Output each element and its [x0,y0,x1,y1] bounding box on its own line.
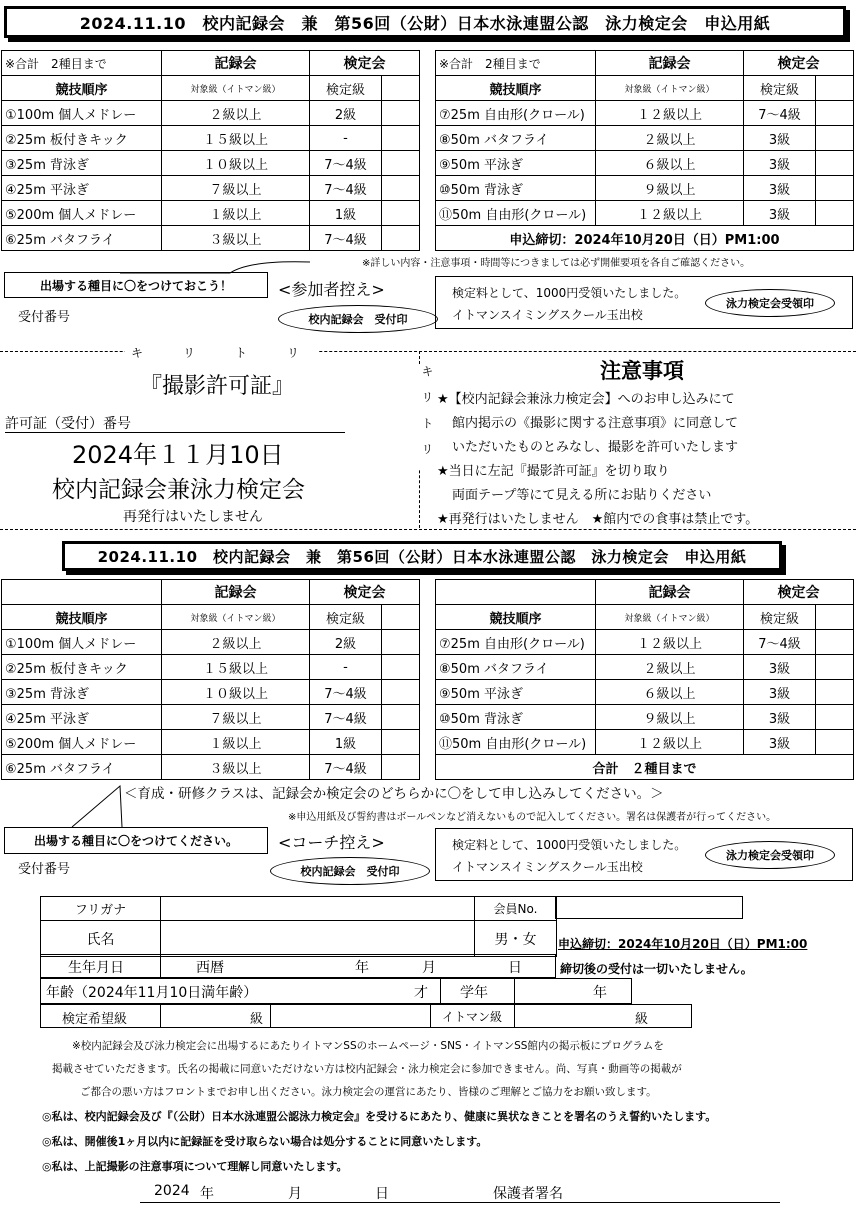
stamp-text: 校内記録会 受付印 [308,313,408,326]
event-cell: ⑦25m 自由形(クロール) [436,630,596,655]
order-header: 競技順序 [2,76,162,101]
check-cell[interactable] [382,655,420,680]
receipt-stamp [278,305,438,333]
event-cell: ①100m 個人メドレー [2,630,162,655]
notice-line: 両面テープ等にて見える所にお貼りください [452,488,712,503]
kirokukai-header: 記録会 [162,580,310,605]
itoman-grade-unit: 級 [635,1012,649,1027]
fee-line2: イトマンスイミングスクール玉出校 [452,860,643,874]
permit-event: 校内記録会兼泳力検定会 [52,477,305,503]
grade-header: 検定級 [310,605,382,630]
sign-year: 2024 [154,1183,190,1199]
level-cell: ２級以上 [162,630,310,655]
notice-line: 館内掲示の《撮影に関する注意事項》に同意して [452,416,739,431]
event-cell: ⑨50m 平泳ぎ [436,151,596,176]
grade-cell: 3級 [744,201,816,226]
grade-cell: 3級 [744,730,816,755]
check-cell[interactable] [382,101,420,126]
grade-cell: 3級 [744,126,816,151]
vow-line: ◎私は、校内記録会及び『（公財）日本水泳連盟公認泳力検定会』を受けるにあたり、健康に異状なきことを署名のうえ誓約いたします。 [42,1110,717,1123]
grade-cell: 7～4級 [310,680,382,705]
check-cell[interactable] [382,730,420,755]
permit-number-label: 許可証（受付）番号 [5,416,131,432]
kenteikai-header: 検定会 [310,580,420,605]
registration-form [40,896,557,957]
event-cell: ③25m 背泳ぎ [2,680,162,705]
desired-grade-label: 検定希望級 [62,1012,128,1027]
cut-label-vertical: キリトリ [420,365,434,469]
level-cell: １５級以上 [162,655,310,680]
check-cell[interactable] [382,755,420,780]
grade-cell: 3級 [744,680,816,705]
permit-underline [5,432,345,433]
check-cell[interactable] [816,151,854,176]
furigana-field[interactable] [161,897,475,921]
event-table-left [1,50,420,251]
grade-cell: 3級 [744,705,816,730]
grade-cell: 7～4級 [744,630,816,655]
grade-cell: 3級 [744,655,816,680]
event-cell: ②25m 板付きキック [2,655,162,680]
event-cell: ②25m 板付きキック [2,126,162,151]
fee-stamp-text: 泳力検定会受領印 [726,849,814,862]
bubble-text: 出場する種目に〇をつけてください。 [33,834,238,848]
no-reissue-note: 再発行はいたしません [123,509,263,525]
sign-year-unit: 年 [200,1186,214,1202]
sign-day-unit: 日 [375,1186,389,1202]
level-cell: ７級以上 [162,705,310,730]
receipt-stamp [270,857,430,885]
grade-header: 検定級 [744,76,816,101]
permit-date: 2024年１１月10日 [72,441,284,469]
kirokukai-header: 記録会 [162,51,310,76]
member-no-label: 会員No. [475,897,557,921]
target-header: 対象級（イトマン級） [596,76,744,101]
event-table-right-copy [435,579,854,780]
deadline-cell: 申込締切：2024年10月20日（日）PM1:00 [436,226,854,251]
event-cell: ⑩50m 背泳ぎ [436,176,596,201]
check-cell[interactable] [816,126,854,151]
check-cell[interactable] [382,226,420,251]
event-cell: ⑨50m 平泳ぎ [436,680,596,705]
grade-cell: - [310,126,382,151]
grade-cell: 3級 [744,151,816,176]
coach-copy-label: <コーチ控え> [278,833,385,852]
order-header: 競技順序 [436,605,596,630]
level-cell: １５級以上 [162,126,310,151]
grade-header: 検定級 [310,76,382,101]
event-cell: ⑤200m 個人メドレー [2,201,162,226]
level-cell: ６級以上 [596,680,744,705]
vow-line: ◎私は、開催後1ヶ月以内に記録証を受け取らない場合は処分することに同意いたします。 [42,1135,488,1148]
kirokukai-header: 記録会 [596,51,744,76]
check-cell[interactable] [382,680,420,705]
fee-stamp [705,841,835,869]
grade-cell: 7～4級 [310,705,382,730]
seireki-label: 西暦 [196,960,224,976]
entry-bubble [4,272,268,298]
stamp-text: 校内記録会 受付印 [300,865,400,878]
entry-bubble-copy [4,827,268,854]
notice-line: ★【校内記録会兼泳力検定会】へのお申し込みにて [437,392,735,407]
level-cell: ７級以上 [162,176,310,201]
total-cell: 合計 ２種目まで [436,755,854,780]
level-cell: ２級以上 [596,655,744,680]
footer-paragraph: 掲載させていただきます。氏名の掲載に同意いただけない方は校内記録会・泳力検定会に参加できません。尚、写真・動画等の掲載が [52,1063,682,1075]
level-cell: １級以上 [162,730,310,755]
check-cell[interactable] [816,680,854,705]
notice-line: いただいたものとみなし、撮影を許可いたします [452,440,739,455]
grade-cell: 1級 [310,201,382,226]
fee-stamp [705,289,835,317]
level-cell: ６級以上 [596,151,744,176]
footer-paragraph: ※校内記録会及び泳力検定会に出場するにあたりイトマンSSのホームページ・SNS・イトマンSS館内の掲示板にプログラムを [72,1040,664,1052]
form-title-copy: 2024.11.10 校内記録会 兼 第56回（公財）日本水泳連盟公認 泳力検定会 申込用紙 [62,541,782,571]
check-cell[interactable] [816,655,854,680]
fee-stamp-text: 泳力検定会受領印 [726,297,814,310]
level-cell: １２級以上 [596,730,744,755]
birth-month-unit: 月 [422,960,436,976]
event-cell: ⑥25m バタフライ [2,755,162,780]
event-table-left-copy [1,579,420,780]
furigana-label: フリガナ [41,897,161,921]
name-field[interactable] [161,921,475,957]
target-header: 対象級（イトマン級） [162,605,310,630]
level-cell: １２級以上 [596,101,744,126]
event-cell: ⑧50m バタフライ [436,126,596,151]
notice-line: ★当日に左記『撮影許可証』を切り取り [437,464,670,479]
cut-label-horizontal: キ リ ト リ [125,344,319,361]
name-label: 氏名 [41,921,161,957]
event-cell: ③25m 背泳ぎ [2,151,162,176]
event-cell: ④25m 平泳ぎ [2,176,162,201]
event-cell: ⑥25m バタフライ [2,226,162,251]
check-cell[interactable] [382,705,420,730]
target-header: 対象級（イトマン級） [162,76,310,101]
pen-note: ※申込用紙及び誓約書はボールペンなど消えないもので記入してください。署名は保護者が行ってください。 [288,812,777,823]
level-cell: ２級以上 [596,126,744,151]
sign-month-unit: 月 [288,1186,302,1202]
check-cell[interactable] [382,176,420,201]
fee-line1: 検定料として、1000円受領いたしました。 [452,286,687,300]
grade-cell: 1級 [310,730,382,755]
footer-paragraph: ご都合の悪い方はフロントまでお申し出ください。泳力検定会の運営にあたり、皆様のご理解とご協力をお願い致します。 [80,1086,657,1098]
after-deadline-note: 締切後の受付は一切いたしません。 [560,962,753,976]
grade-cell: 7～4級 [310,226,382,251]
level-cell: １２級以上 [596,201,744,226]
guardian-signature-label: 保護者署名 [493,1186,563,1202]
grade-cell: 7～4級 [744,101,816,126]
copy-label: <参加者控え> [278,280,385,299]
birth-label: 生年月日 [68,960,124,976]
permit-title: 『撮影許可証』 [140,374,295,399]
detail-note: ※詳しい内容・注意事項・時間等につきましては必ず開催要項を各自ご確認ください。 [362,258,751,269]
gender-select[interactable]: 男・女 [475,921,557,957]
check-cell[interactable] [382,201,420,226]
check-cell[interactable] [816,101,854,126]
cut-line-bottom [0,529,856,530]
check-cell[interactable] [382,630,420,655]
grade-header: 検定級 [744,605,816,630]
desired-grade-unit: 級 [250,1012,264,1027]
grade-cell: 2級 [310,101,382,126]
bubble-text: 出場する種目に〇をつけておこう！ [39,278,232,293]
check-cell[interactable] [816,730,854,755]
age-unit: 才 [414,985,428,1001]
order-header: 競技順序 [436,76,596,101]
grade-cell: - [310,655,382,680]
level-cell: ９級以上 [596,176,744,201]
grade-cell: 7～4級 [310,151,382,176]
event-table-right [435,50,854,251]
event-cell: ④25m 平泳ぎ [2,705,162,730]
check-cell[interactable] [816,630,854,655]
ikusei-note: ＜育成・研修クラスは、記録会か検定会のどちらかに〇をして申し込みしてください。＞ [124,786,664,802]
order-header: 競技順序 [2,605,162,630]
level-cell: １２級以上 [596,630,744,655]
check-cell[interactable] [816,176,854,201]
event-cell: ⑦25m 自由形(クロール) [436,101,596,126]
event-cell: ⑧50m バタフライ [436,655,596,680]
vow-line: ◎私は、上記撮影の注意事項について理解し同意いたします。 [42,1160,348,1173]
check-cell[interactable] [816,705,854,730]
grade-cell: 7～4級 [310,755,382,780]
fee-line2: イトマンスイミングスクール玉出校 [452,308,643,322]
kenteikai-header: 検定会 [744,580,854,605]
receipt-number-label: 受付番号 [18,310,71,325]
school-year-unit: 年 [593,985,607,1001]
grade-cell: 7～4級 [310,176,382,201]
form-deadline: 申込締切：2024年10月20日（日）PM1:00 [558,937,808,951]
signature-line[interactable] [140,1202,780,1203]
kirokukai-header: 記録会 [596,580,744,605]
notice-title: 注意事項 [600,359,684,383]
level-cell: ９級以上 [596,705,744,730]
level-cell: ３級以上 [162,226,310,251]
event-cell: ⑪50m 自由形(クロール) [436,730,596,755]
event-cell: ⑤200m 個人メドレー [2,730,162,755]
check-cell[interactable] [382,126,420,151]
event-cell: ①100m 個人メドレー [2,101,162,126]
grade-cell: 3級 [744,176,816,201]
age-label: 年齢（2024年11月10日満年齢） [46,985,258,1001]
bubble-tail [70,784,130,828]
birth-year-unit: 年 [355,960,369,976]
target-header: 対象級（イトマン級） [596,605,744,630]
level-cell: １０級以上 [162,151,310,176]
birth-day-unit: 日 [508,960,522,976]
school-year-label: 学年 [460,985,488,1001]
level-cell: ２級以上 [162,101,310,126]
check-cell[interactable] [382,151,420,176]
total-note: ※合計 2種目まで [436,51,596,76]
receipt-number-label: 受付番号 [18,862,71,877]
level-cell: １０級以上 [162,680,310,705]
total-note: ※合計 2種目まで [2,51,162,76]
form-title: 2024.11.10 校内記録会 兼 第56回（公財）日本水泳連盟公認 泳力検定会 申込用紙 [4,6,846,38]
level-cell: １級以上 [162,201,310,226]
event-cell: ⑩50m 背泳ぎ [436,705,596,730]
itoman-grade-label: イトマン級 [442,1010,503,1024]
grade-row [40,1004,692,1028]
kenteikai-header: 検定会 [744,51,854,76]
fee-line1: 検定料として、1000円受領いたしました。 [452,838,687,852]
level-cell: ３級以上 [162,755,310,780]
notice-line: ★再発行はいたしません ★館内での食事は禁止です。 [437,512,759,527]
member-no-field[interactable] [555,896,743,919]
event-cell: ⑪50m 自由形(クロール) [436,201,596,226]
kenteikai-header: 検定会 [310,51,420,76]
grade-cell: 2級 [310,630,382,655]
check-cell[interactable] [816,201,854,226]
